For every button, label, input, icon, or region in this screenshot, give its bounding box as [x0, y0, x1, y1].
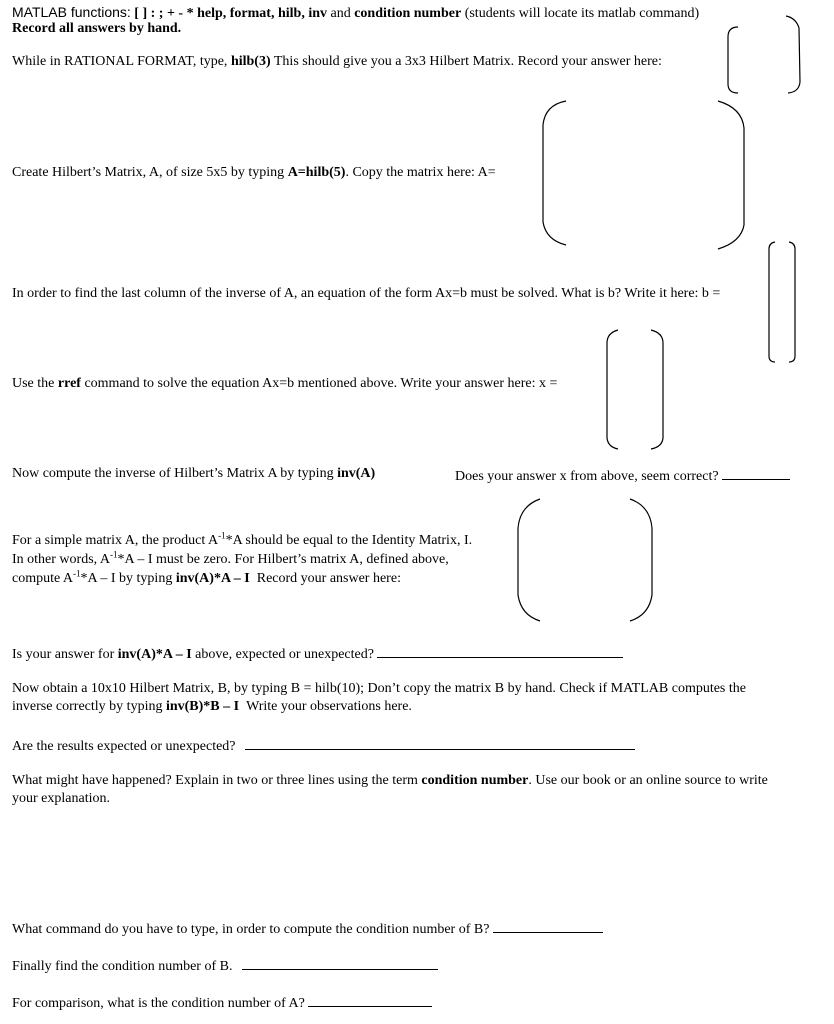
q9-answer-blank[interactable]: [245, 735, 635, 750]
q4-post: command to solve the equation Ax=b mentioned above. Write your answer here: x =: [84, 376, 558, 391]
q6-line3-post: Record your answer here:: [256, 571, 401, 586]
q8-line1-text: Now obtain a 10x10 Hilbert Matrix, B, by typing B = hilb(10); Don’t copy the matrix B by hand. Check if MATLAB computes the: [12, 681, 746, 696]
q4-cmd: rref: [57, 376, 81, 391]
q6-line1-post: *A should be equal to the Identity Matrix, I.: [225, 533, 473, 548]
functions-bold: help, format, hilb, inv: [197, 6, 327, 21]
question-cond-b: [12, 955, 438, 976]
question-x-correct: [455, 465, 790, 486]
q4-left-bracket: [607, 330, 618, 449]
q5-right: Does your answer x from above, seem correct?: [455, 469, 719, 484]
q8-line1: [12, 680, 746, 698]
question-b-vector: [12, 285, 720, 303]
q1-left-bracket: [728, 27, 738, 93]
q8-line2-post: Write your observations here.: [246, 699, 412, 714]
q10-line1-term: condition number: [421, 773, 529, 788]
q10-line1-post: . Use our book or an online source to write: [528, 773, 768, 788]
q1-right-bracket: [786, 16, 800, 93]
q6-line2: [12, 551, 449, 569]
q6-line3: [12, 570, 401, 588]
question-cond-command: [12, 918, 603, 939]
q10-line2-text: your explanation.: [12, 791, 110, 806]
q6-line2-pre: In other words, A: [12, 552, 110, 567]
q11-text: What command do you have to type, in order to compute the condition number of B?: [12, 922, 490, 937]
question-rref: [12, 375, 557, 393]
q2-pre: Create Hilbert’s Matrix, A, of size 5x5 by typing: [12, 165, 285, 180]
q1-cmd: hilb(3): [230, 54, 271, 69]
q9-text: Are the results expected or unexpected?: [12, 739, 236, 754]
functions-and: and: [330, 6, 351, 21]
question-inverse: [12, 465, 375, 483]
question-hilb5: [12, 164, 496, 182]
functions-label: MATLAB functions:: [12, 4, 131, 20]
q6-line2-post: *A – I must be zero. For Hilbert’s matrix A, defined above,: [117, 552, 449, 567]
q6-left-bracket: [518, 499, 540, 621]
record-note-text: Record all answers by hand.: [12, 21, 182, 36]
q2-post: . Copy the matrix here: A=: [345, 165, 496, 180]
q12-answer-blank[interactable]: [242, 955, 438, 970]
q6-sup2: -1: [110, 549, 118, 560]
q2-left-bracket: [543, 101, 566, 245]
q5-left-pre: Now compute the inverse of Hilbert’s Matrix A by typing: [12, 466, 334, 481]
q4-pre: Use the: [12, 376, 55, 391]
q2-right-bracket: [718, 101, 744, 249]
q6-right-bracket: [630, 499, 652, 621]
q8-line2-pre: inverse correctly by typing: [12, 699, 163, 714]
q3-text: In order to find the last column of the inverse of A, an equation of the form Ax=b must be solved. What is b? Write it here: b =: [12, 286, 721, 301]
functions-condition: condition number: [354, 6, 462, 21]
q10-line1-pre: What might have happened? Explain in two or three lines using the term: [12, 773, 418, 788]
q12-text: Finally find the condition number of B.: [12, 959, 233, 974]
q10-line1: [12, 772, 768, 790]
q7-answer-blank[interactable]: [377, 643, 623, 658]
functions-symbols: [ ] : ; + - *: [134, 6, 194, 21]
q6-sup1: -1: [218, 530, 226, 541]
q8-line2-cmd: inv(B)*B – I: [165, 699, 240, 714]
question-expected: [12, 643, 623, 664]
q6-sup3: -1: [73, 568, 81, 579]
q7-pre: Is your answer for: [12, 647, 115, 662]
q5-left-cmd: inv(A): [337, 466, 376, 481]
q6-line1: [12, 532, 472, 550]
q6-line1-pre: For a simple matrix A, the product A: [12, 533, 219, 548]
q8-line2: [12, 698, 412, 716]
q1-pre: While in RATIONAL FORMAT, type,: [12, 54, 228, 69]
question-cond-a: [12, 992, 432, 1013]
q13-answer-blank[interactable]: [308, 992, 432, 1007]
q13-text: For comparison, what is the condition number of A?: [12, 996, 305, 1011]
q6-line3-pre: compute A: [12, 571, 74, 586]
q10-line2: [12, 790, 110, 808]
q2-cmd: A=hilb(5): [287, 165, 346, 180]
q11-answer-blank[interactable]: [493, 918, 603, 933]
q3-left-bracket: [769, 242, 775, 362]
question-results: [12, 735, 635, 756]
q6-line3-mid: *A – I by typing: [80, 571, 173, 586]
q4-right-bracket: [651, 330, 663, 449]
q5-answer-blank[interactable]: [722, 465, 790, 480]
q7-cmd: inv(A)*A – I: [117, 647, 192, 662]
q3-right-bracket: [789, 242, 795, 362]
q1-post: This should give you a 3x3 Hilbert Matrix. Record your answer here:: [273, 54, 662, 69]
functions-note: (students will locate its matlab command): [464, 6, 700, 21]
q7-post: above, expected or unexpected?: [195, 647, 374, 662]
q6-line3-cmd: inv(A)*A – I: [175, 571, 250, 586]
